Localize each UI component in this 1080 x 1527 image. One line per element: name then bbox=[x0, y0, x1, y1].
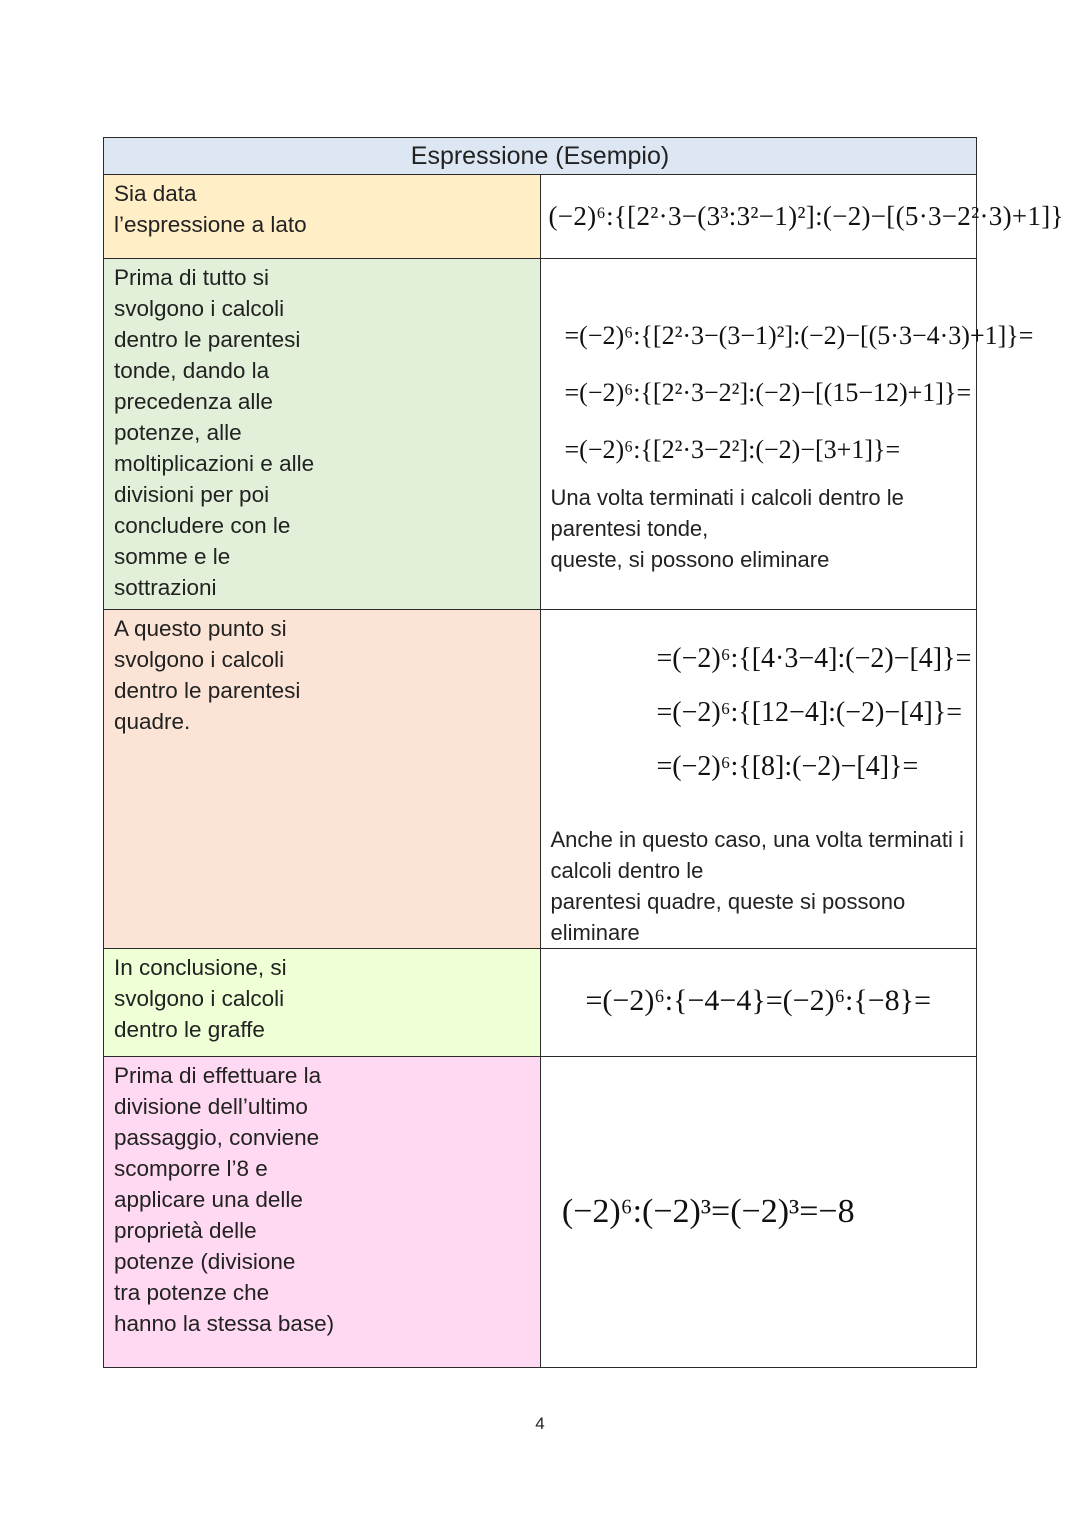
row-content bbox=[540, 259, 1034, 610]
math-line: =(−2)⁶:{[2²·3−2²]:(−2)−[(15−12)+1]}= bbox=[564, 378, 972, 407]
row-content bbox=[540, 949, 977, 1057]
math-line: =(−2)⁶:{[8]:(−2)−[4]}= bbox=[656, 751, 919, 782]
row-label: A questo punto si svolgono i calcoli dentro le parentesi quadre. bbox=[104, 610, 541, 949]
table-row bbox=[104, 175, 977, 259]
expression-table bbox=[103, 137, 1064, 1368]
math-line: (−2)⁶:(−2)³=(−2)³=−8 bbox=[561, 1193, 855, 1230]
table-row bbox=[104, 1057, 977, 1368]
row-label: Sia data l’espressione a lato bbox=[104, 175, 541, 259]
row-note: Anche in questo caso, una volta terminati i calcoli dentro le parentesi quadre, queste si possono eliminare bbox=[550, 827, 964, 945]
row-label: In conclusione, si svolgono i calcoli dentro le graffe bbox=[104, 949, 541, 1057]
row-label: Prima di effettuare la divisione dell’ultimo passaggio, conviene scomporre l’8 e applicare una delle proprietà delle potenze (divisione tra potenze che hanno la stessa base) bbox=[104, 1057, 541, 1368]
row-content bbox=[540, 175, 1064, 259]
page-number: 4 bbox=[535, 1414, 545, 1433]
math-line: =(−2)⁶:{[2²·3−2²]:(−2)−[3+1]}= bbox=[564, 435, 901, 464]
row-content bbox=[540, 610, 977, 949]
math-line: =(−2)⁶:{[4·3−4]:(−2)−[4]}= bbox=[656, 643, 972, 674]
table-header bbox=[104, 138, 977, 175]
table-row bbox=[104, 949, 977, 1057]
math-line: =(−2)⁶:{−4−4}=(−2)⁶:{−8}= bbox=[585, 983, 931, 1017]
math-line: =(−2)⁶:{[12−4]:(−2)−[4]}= bbox=[656, 697, 963, 728]
table-row bbox=[104, 259, 977, 610]
header-title: Espressione (Esempio) bbox=[410, 142, 670, 170]
row-label: Prima di tutto si svolgono i calcoli dentro le parentesi tonde, dando la precedenza alle potenze, alle moltiplicazioni e alle divisioni per poi concludere con le somme e le sottrazioni bbox=[104, 259, 541, 610]
table-row bbox=[104, 610, 977, 949]
math-line: =(−2)⁶:{[2²·3−(3−1)²]:(−2)−[(5·3−4·3)+1]}= bbox=[564, 321, 1034, 350]
math-line: (−2)⁶:{[2²·3−(3³:3²−1)²]:(−2)−[(5·3−2²·3)+1]} bbox=[548, 201, 1064, 231]
row-content bbox=[540, 1057, 977, 1368]
row-note: Una volta terminati i calcoli dentro le parentesi tonde, queste, si possono eliminare bbox=[550, 485, 904, 572]
